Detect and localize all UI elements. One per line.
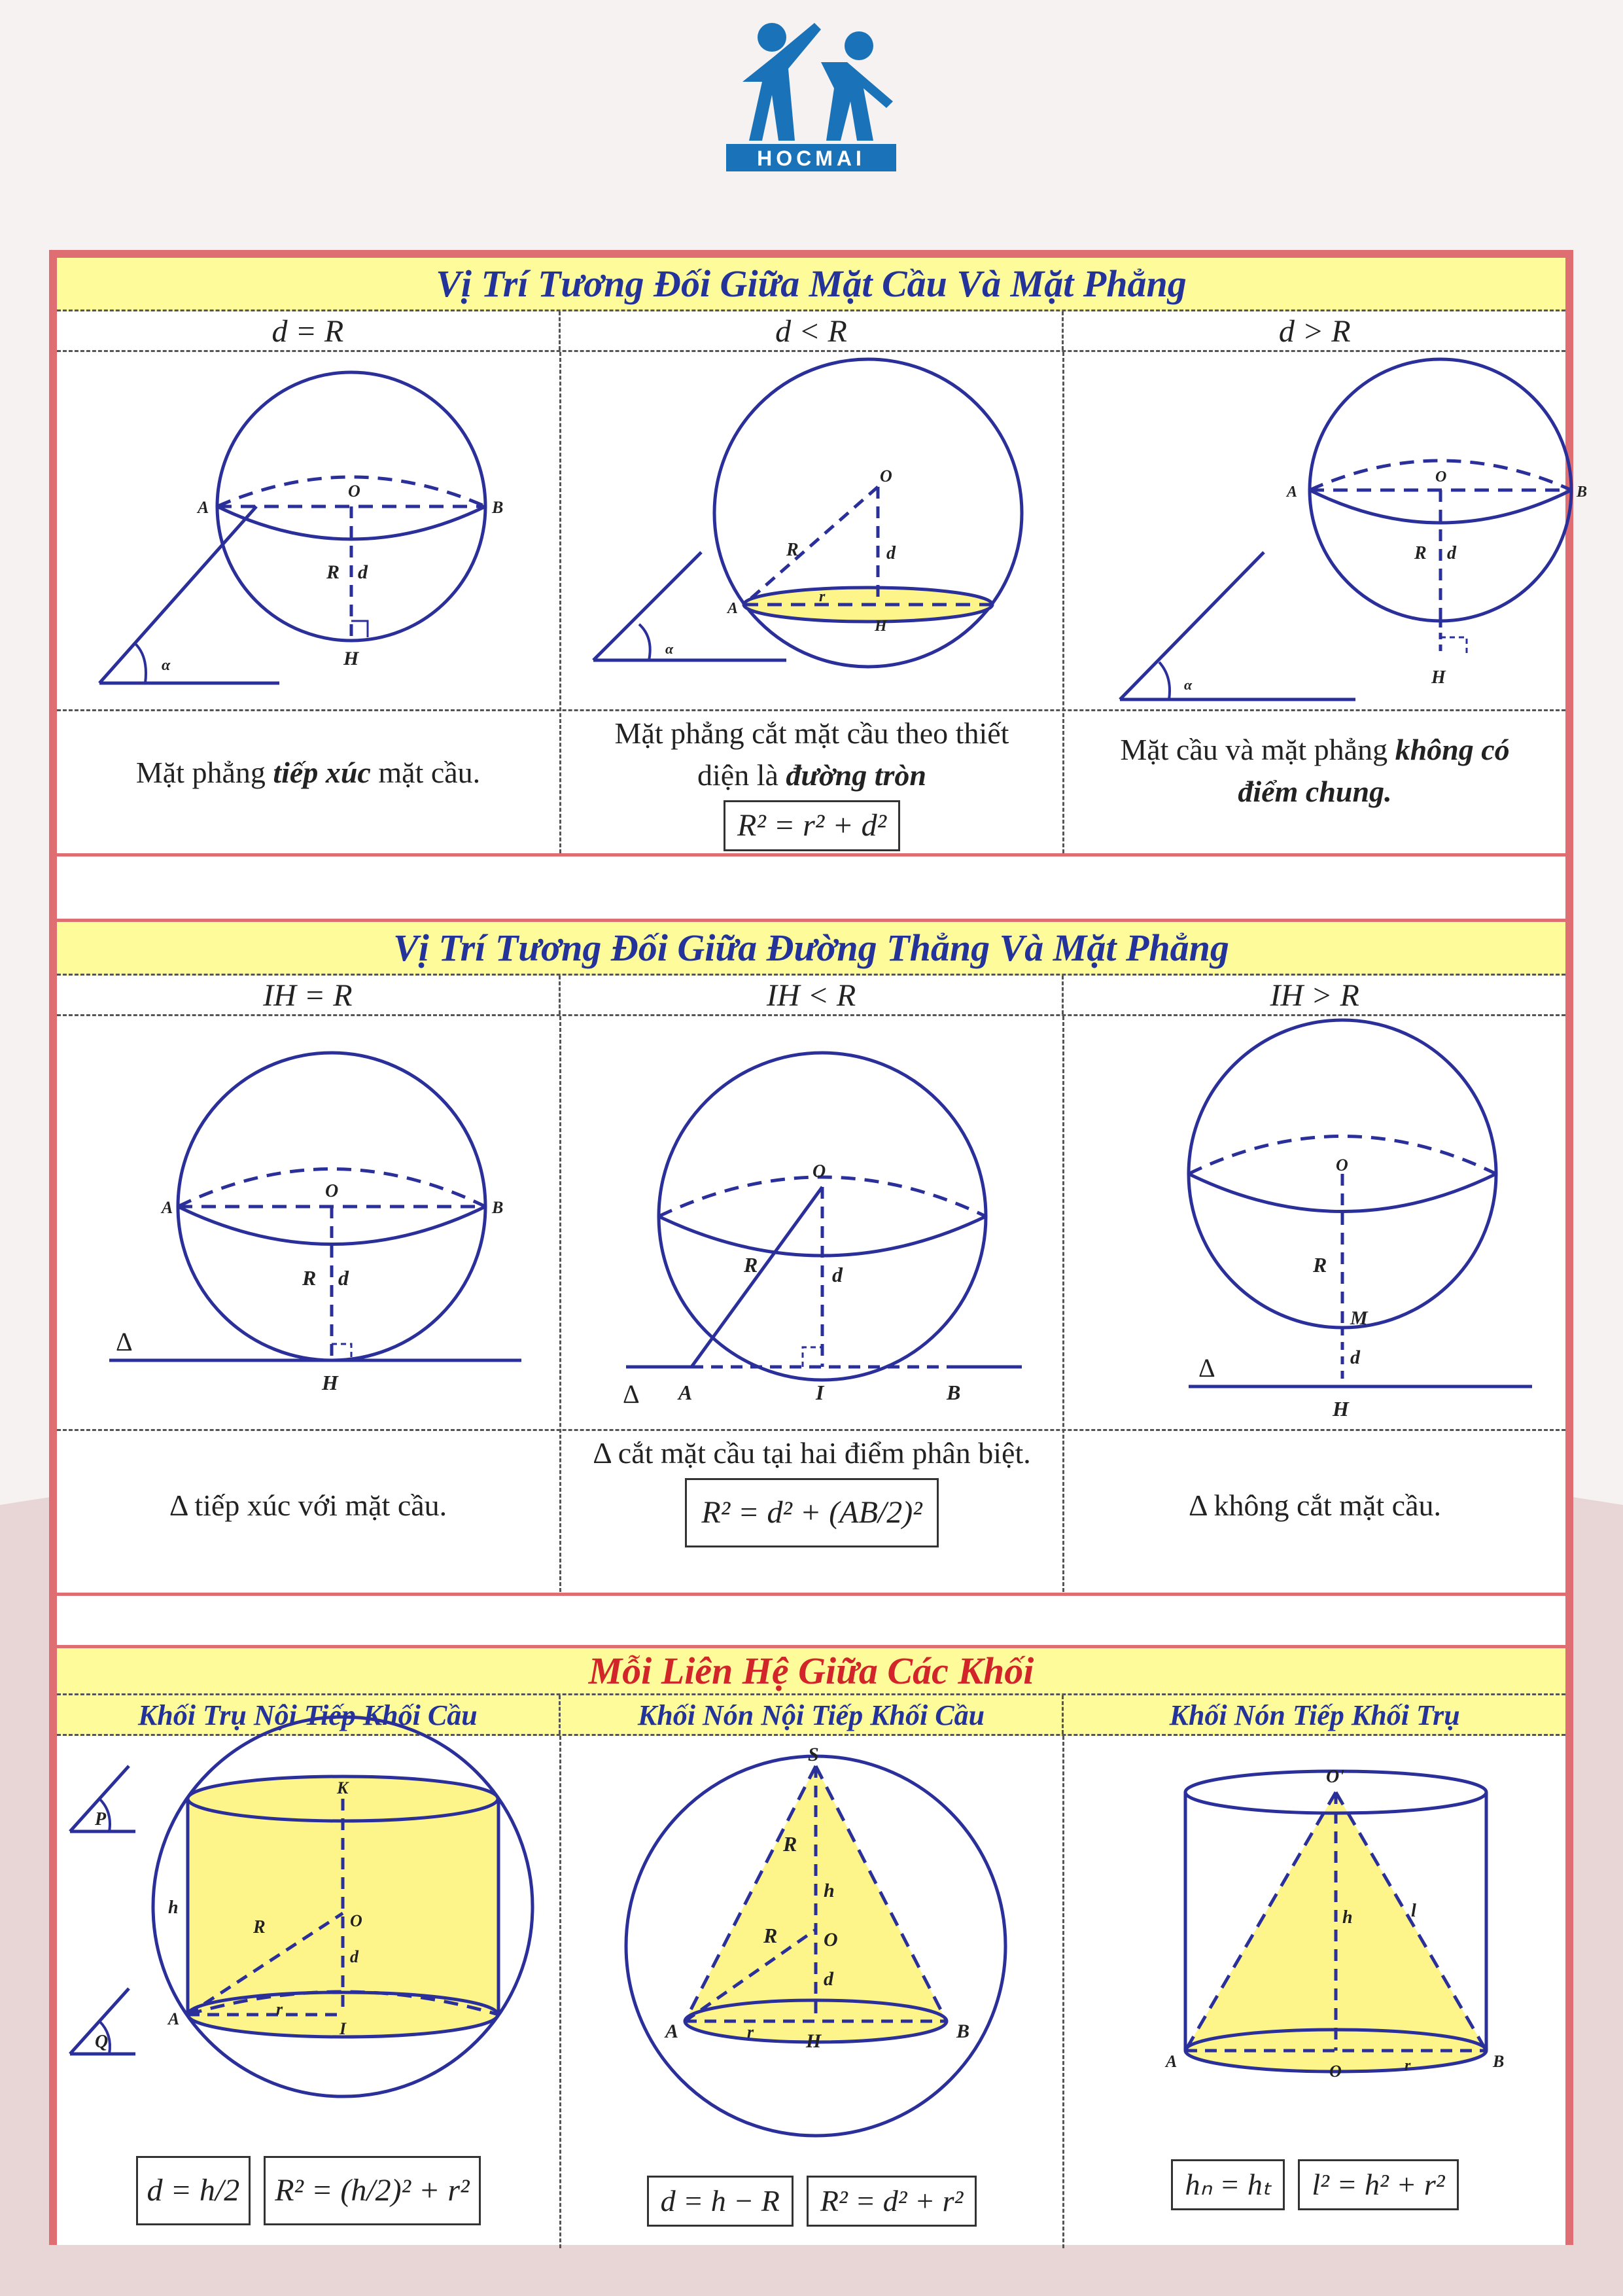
section1-head-2: d < R xyxy=(561,311,1064,350)
svg-text:d: d xyxy=(350,1947,358,1966)
section-sphere-plane xyxy=(57,258,1588,857)
section3-formulas-2 xyxy=(561,2172,1062,2231)
figure-line-apart xyxy=(1068,1020,1562,1426)
svg-text:O: O xyxy=(1336,1156,1348,1174)
figure-line-secant xyxy=(567,1020,1058,1426)
svg-text:A: A xyxy=(1166,2052,1178,2071)
formula-box: R² = r² + d² xyxy=(724,800,900,851)
svg-text:R: R xyxy=(786,540,799,560)
svg-text:A: A xyxy=(665,2021,679,2042)
svg-text:R: R xyxy=(783,1832,797,1856)
section1-title: Vị Trí Tương Đối Giữa Mặt Cầu Và Mặt Phẳng xyxy=(436,262,1187,305)
section1-head-1: d = R xyxy=(57,311,561,350)
svg-text:K: K xyxy=(337,1778,349,1797)
svg-text:α: α xyxy=(162,657,171,674)
svg-text:I: I xyxy=(816,1381,824,1404)
svg-text:r: r xyxy=(819,588,826,605)
figure-cone-in-cylinder xyxy=(1068,1740,1562,2132)
figure-cone-in-sphere xyxy=(567,1740,1058,2132)
figure-sphere-apart xyxy=(1068,356,1588,709)
svg-text:h: h xyxy=(168,1898,179,1918)
svg-text:r: r xyxy=(747,2022,754,2041)
svg-text:h: h xyxy=(824,1880,835,1901)
section2-head-3: IH > R xyxy=(1270,978,1359,1013)
svg-text:d: d xyxy=(824,1968,833,1990)
section3-head-3: Khối Nón Tiếp Khối Trụ xyxy=(1169,1699,1460,1731)
section1-head-3: d > R xyxy=(1278,314,1351,349)
svg-text:M: M xyxy=(1350,1307,1368,1329)
svg-text:A: A xyxy=(678,1381,693,1404)
section3-head-1: Khối Trụ Nội Tiếp Khối Cầu xyxy=(57,1695,561,1734)
section1-title-band xyxy=(57,258,1565,311)
svg-text:O: O xyxy=(1435,468,1447,486)
svg-text:O: O xyxy=(880,467,892,486)
section3-head-2: Khối Nón Nội Tiếp Khối Cầu xyxy=(561,1695,1064,1734)
formula-box: R² = d² + (AB/2)² xyxy=(685,1478,938,1547)
svg-text:A: A xyxy=(168,2009,180,2028)
svg-text:B: B xyxy=(947,1381,961,1404)
svg-text:R: R xyxy=(1414,543,1427,563)
svg-text:α: α xyxy=(665,641,674,657)
row-separator xyxy=(57,709,1565,711)
section1-head-row xyxy=(57,311,1565,352)
svg-text:d: d xyxy=(886,543,896,563)
svg-text:I: I xyxy=(340,2019,347,2038)
svg-text:O: O xyxy=(350,1911,362,1930)
svg-text:A: A xyxy=(162,1198,173,1217)
svg-text:α: α xyxy=(1184,677,1193,693)
svg-text:Δ: Δ xyxy=(1198,1353,1215,1383)
formula-box: d = h/2 xyxy=(136,2156,251,2225)
formula-box: l² = h² + r² xyxy=(1298,2159,1458,2210)
section2-title-band xyxy=(57,922,1565,976)
figure-sphere-cut xyxy=(567,356,1058,709)
section-line-sphere xyxy=(57,919,1565,1596)
svg-text:B: B xyxy=(492,498,504,517)
section3-formulas-3 xyxy=(1064,2155,1565,2214)
svg-text:Δ: Δ xyxy=(116,1327,133,1356)
svg-text:H: H xyxy=(1431,667,1446,688)
section1-desc-2: Mặt phẳng cắt mặt cầu theo thiết diện là đường tròn R² = r² + d² xyxy=(561,713,1062,855)
formula-box: hₙ = hₜ xyxy=(1171,2159,1285,2210)
svg-text:r: r xyxy=(1405,2057,1411,2074)
svg-text:B: B xyxy=(1493,2052,1505,2071)
svg-text:H: H xyxy=(875,618,887,635)
hocmai-logo xyxy=(723,10,899,173)
logo-text: HOCMAI xyxy=(757,147,865,170)
svg-text:O: O xyxy=(812,1161,826,1182)
figure-cylinder-in-sphere xyxy=(57,1740,557,2132)
svg-text:d: d xyxy=(1447,543,1456,563)
svg-text:O: O xyxy=(348,482,360,501)
figure-line-tangent xyxy=(70,1020,554,1426)
svg-text:R: R xyxy=(326,561,340,583)
formula-box: R² = d² + r² xyxy=(807,2176,977,2227)
section3-title: Mỗi Liên Hệ Giữa Các Khối xyxy=(588,1650,1034,1692)
formula-box: d = h − R xyxy=(647,2176,794,2227)
section-solids xyxy=(57,1645,1565,2245)
svg-text:R: R xyxy=(253,1917,266,1937)
svg-text:O: O xyxy=(325,1181,339,1201)
section1-desc-3: Mặt cầu và mặt phẳng không có điểm chung. xyxy=(1120,733,1510,808)
svg-text:B: B xyxy=(956,2021,970,2042)
section2-head-row xyxy=(57,976,1565,1016)
svg-text:B: B xyxy=(492,1198,504,1217)
svg-text:Q: Q xyxy=(95,2032,109,2052)
svg-text:d: d xyxy=(1350,1347,1360,1368)
svg-text:H: H xyxy=(806,2030,822,2052)
formula-box: R² = (h/2)² + r² xyxy=(264,2156,480,2225)
svg-text:O': O' xyxy=(1326,1767,1344,1787)
svg-text:R: R xyxy=(1313,1253,1327,1277)
section2-head-2: IH < R xyxy=(561,976,1064,1014)
svg-text:d: d xyxy=(358,561,368,583)
svg-text:d: d xyxy=(338,1266,349,1290)
svg-text:h: h xyxy=(1342,1907,1353,1928)
row-separator xyxy=(57,1429,1565,1431)
content-card xyxy=(49,250,1588,2245)
section1-desc-1: Mặt phẳng tiếp xúc mặt cầu. xyxy=(135,756,481,789)
svg-text:A: A xyxy=(198,498,209,517)
svg-text:B: B xyxy=(1577,484,1588,501)
svg-text:A: A xyxy=(727,600,739,617)
svg-text:Δ: Δ xyxy=(623,1379,640,1409)
figure-sphere-tangent xyxy=(70,356,554,709)
svg-text:H: H xyxy=(322,1371,338,1394)
svg-text:R: R xyxy=(302,1266,317,1290)
section2-title: Vị Trí Tương Đối Giữa Đường Thẳng Và Mặt Phẳng xyxy=(393,927,1229,969)
svg-text:P: P xyxy=(95,1809,107,1829)
section3-formulas-1 xyxy=(57,2152,559,2229)
svg-text:S: S xyxy=(808,1744,819,1765)
svg-text:R: R xyxy=(763,1924,778,1947)
svg-text:A: A xyxy=(1287,484,1298,501)
svg-text:l: l xyxy=(1411,1901,1416,1921)
svg-text:r: r xyxy=(276,2000,283,2019)
svg-text:R: R xyxy=(744,1253,758,1277)
section3-head-row xyxy=(57,1695,1565,1736)
section2-desc-3: Δ không cắt mặt cầu. xyxy=(1189,1489,1441,1522)
svg-text:H: H xyxy=(343,648,359,669)
svg-text:O: O xyxy=(1329,2062,1342,2081)
section2-head-1: IH = R xyxy=(57,976,561,1014)
section2-desc-2: Δ cắt mặt cầu tại hai điểm phân biệt. R² = d² + (AB/2)² xyxy=(561,1432,1062,1551)
svg-text:O: O xyxy=(824,1929,838,1951)
svg-text:H: H xyxy=(1333,1397,1349,1421)
svg-text:d: d xyxy=(832,1263,843,1286)
section3-title-band xyxy=(57,1648,1565,1695)
section2-desc-1: Δ tiếp xúc với mặt cầu. xyxy=(169,1489,447,1522)
